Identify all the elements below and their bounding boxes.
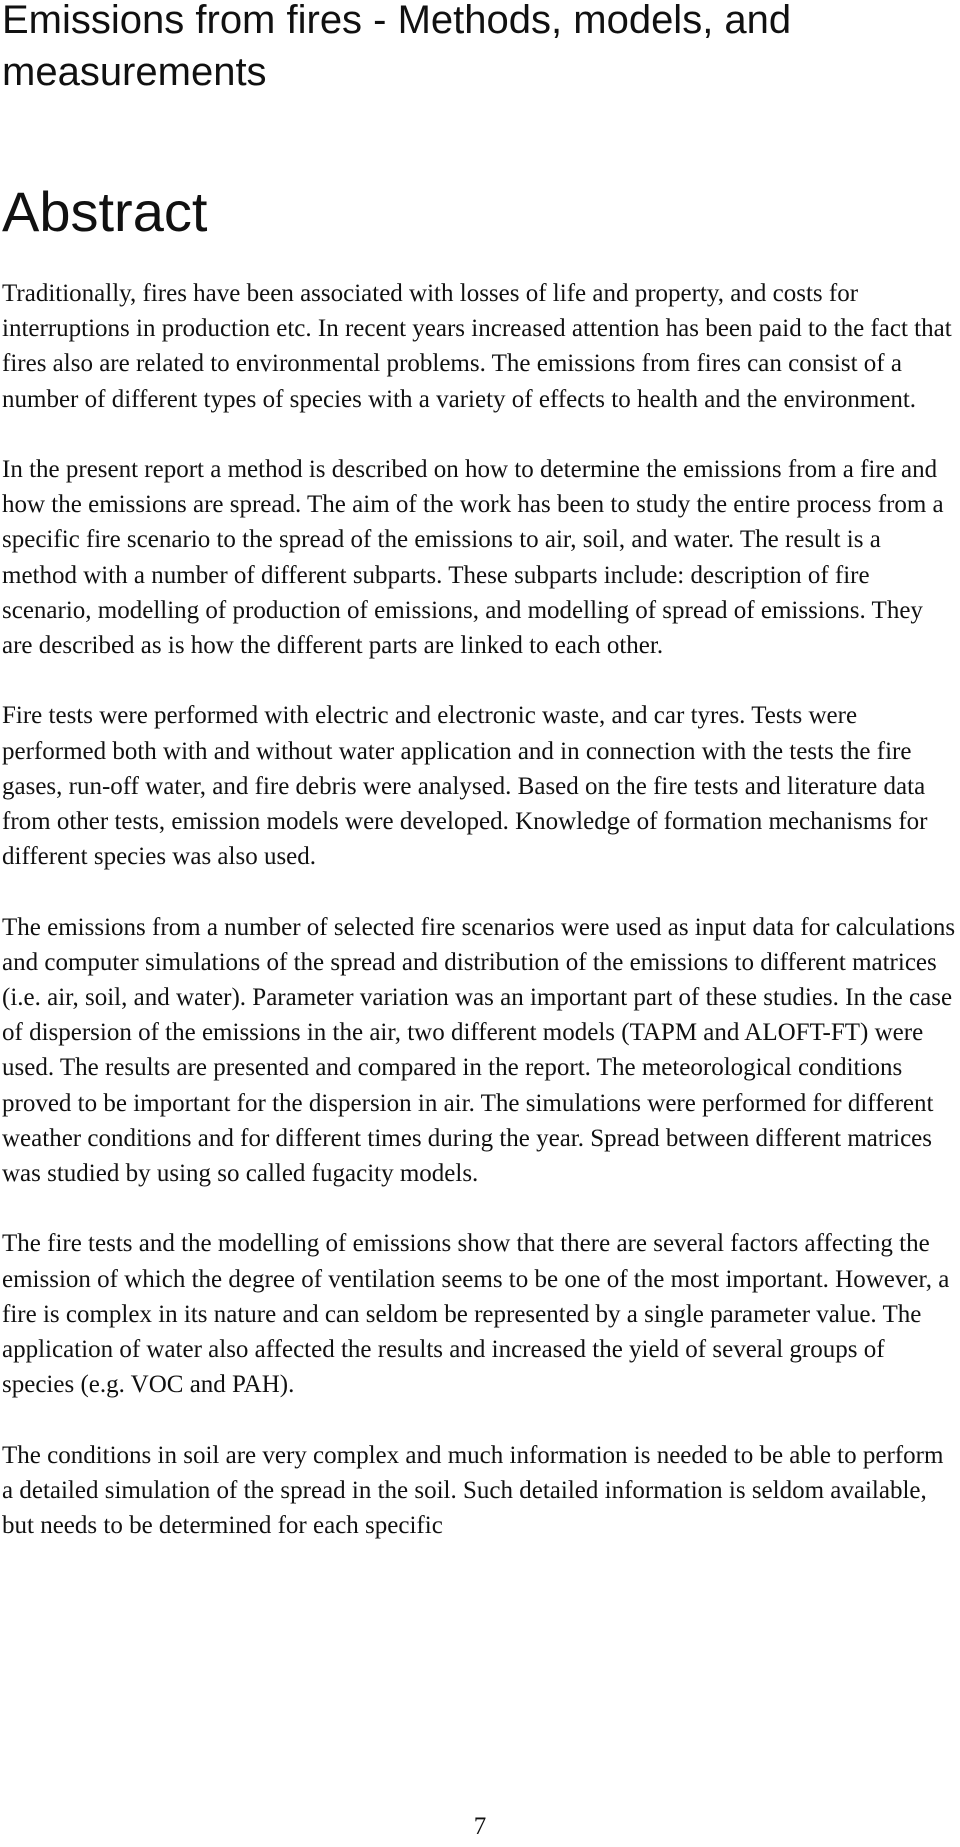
paragraph: The emissions from a number of selected fire scenarios were used as input data for calculations and computer simulations of the spread and distribution of the emissions to different matrices (i.e. air, soil, and water). Parameter variation was an important part of these studies. In the case of dispersion of the emissions in the air, two different models (TAPM and ALOFT-FT) were used. The results are presented and compared in the report. The meteorological conditions proved to be important for the dispersion in air. The simulations were performed for different weather conditions and for different times during the year. Spread between different matrices was studied by using so called fugacity models. — [2, 913, 956, 1188]
section-heading-abstract: Abstract — [2, 180, 208, 243]
document-title: Emissions from fires - Methods, models, and measurements — [2, 0, 792, 94]
paragraph: In the present report a method is described on how to determine the emissions from a fire and how the emissions are spread. The aim of the work has been to study the entire process from a specific fire scenario to the spread of the emissions to air, soil, and water. The result is a method with a number of different subparts. These subparts include: description of fire scenario, modelling of production of emissions, and modelling of spread of emissions. They are described as is how the different parts are linked to each other. — [2, 456, 944, 660]
paragraph: The fire tests and the modelling of emissions show that there are several factors affecting the emission of which the degree of ventilation seems to be one of the most important. However, a fire is complex in its nature and can seldom be represented by a single parameter value. The application of water also affected the results and increased the yield of several groups of species (e.g. VOC and PAH). — [2, 1230, 950, 1399]
abstract-body — [2, 276, 958, 1578]
paragraph: Traditionally, fires have been associated with losses of life and property, and costs for interruptions in production etc. In recent years increased attention has been paid to the fact that fires also are related to environmental problems. The emissions from fires can consist of a number of different types of species with a variety of effects to health and the environment. — [2, 280, 952, 413]
paragraph: The conditions in soil are very complex and much information is needed to be able to perform a detailed simulation of the spread in the soil. Such detailed information is seldom available, but needs to be determined for each specific — [2, 1441, 944, 1540]
page-number: 7 — [473, 1813, 487, 1840]
paragraph: Fire tests were performed with electric and electronic waste, and car tyres. Tests were performed both with and without water application and in connection with the tests the fire gases, run-off water, and fire debris were analysed. Based on the fire tests and literature data from other tests, emission models were developed. Knowledge of formation mechanisms for different species was also used. — [2, 702, 928, 871]
